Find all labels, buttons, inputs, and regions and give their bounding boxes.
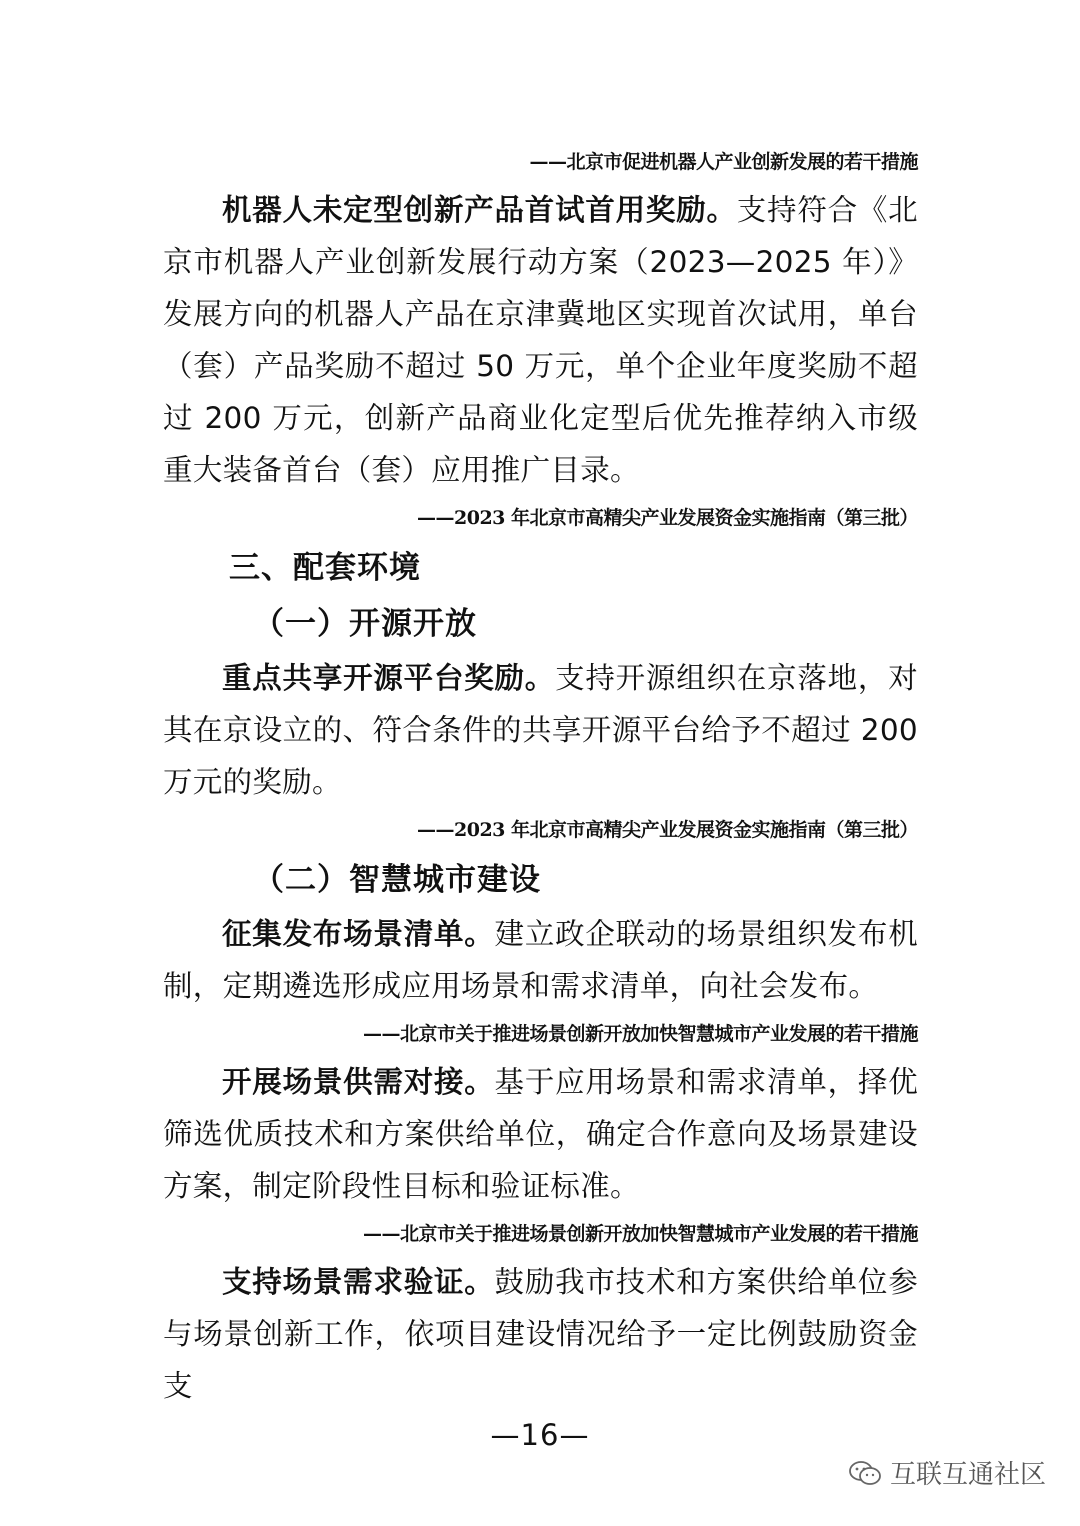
- watermark: [848, 1454, 1046, 1491]
- watermark-text: 互联互通社区: [889, 1460, 1046, 1490]
- paragraph: [163, 1056, 918, 1212]
- wechat-icon: [848, 1459, 882, 1487]
- paragraph-text: 基于应用场景和需求清单，择优筛选优质技术和方案供给单位，确定合作意向及场景建设方案，制定阶段性目标和验证标准。: [163, 1065, 919, 1203]
- paragraph: [163, 652, 918, 808]
- paragraph-lead: 机器人未定型创新产品首试首用奖励。: [222, 193, 737, 227]
- paragraph: [163, 1256, 918, 1412]
- source-citation: ——2023 年北京市高精尖产业发展资金实施指南（第三批）: [417, 507, 918, 529]
- source-citation: ——北京市关于推进场景创新开放加快智慧城市产业发展的若干措施: [362, 1223, 918, 1245]
- section-heading: 三、配套环境: [229, 550, 421, 586]
- paragraph-text: 支持符合《北京市机器人产业创新发展行动方案（2023—2025 年）》发展方向的机器人产品在京津冀地区实现首次试用，单台（套）产品奖励不超过 50 万元，单个企业年度奖励不超过 200 万元，创新产品商业化定型后优先推荐纳入市级重大装备首台（套）应用推广目录。: [163, 193, 918, 487]
- subsection-heading: （一）开源开放: [253, 606, 477, 642]
- source-citation: ——2023 年北京市高精尖产业发展资金实施指南（第三批）: [417, 819, 918, 841]
- source-citation: ——北京市促进机器人产业创新发展的若干措施: [529, 151, 918, 173]
- paragraph-text: 建立政企联动的场景组织发布机制，定期遴选形成应用场景和需求清单，向社会发布。: [163, 917, 919, 1003]
- source-citation: ——北京市关于推进场景创新开放加快智慧城市产业发展的若干措施: [362, 1023, 918, 1045]
- paragraph-lead: 征集发布场景清单。: [222, 917, 495, 951]
- subsection-heading: （二）智慧城市建设: [253, 862, 541, 898]
- paragraph: [163, 184, 918, 496]
- paragraph-text: 支持开源组织在京落地，对其在京设立的、符合条件的共享开源平台给予不超过 200 万元的奖励。: [163, 661, 918, 799]
- paragraph: [163, 908, 918, 1012]
- page-number: —16—: [490, 1418, 590, 1452]
- paragraph-lead: 开展场景供需对接。: [222, 1065, 495, 1099]
- paragraph-lead: 支持场景需求验证。: [222, 1265, 495, 1299]
- paragraph-lead: 重点共享开源平台奖励。: [222, 661, 556, 695]
- paragraph-text: 鼓励我市技术和方案供给单位参与场景创新工作，依项目建设情况给予一定比例鼓励资金支: [163, 1265, 919, 1403]
- document-body: [163, 140, 918, 1412]
